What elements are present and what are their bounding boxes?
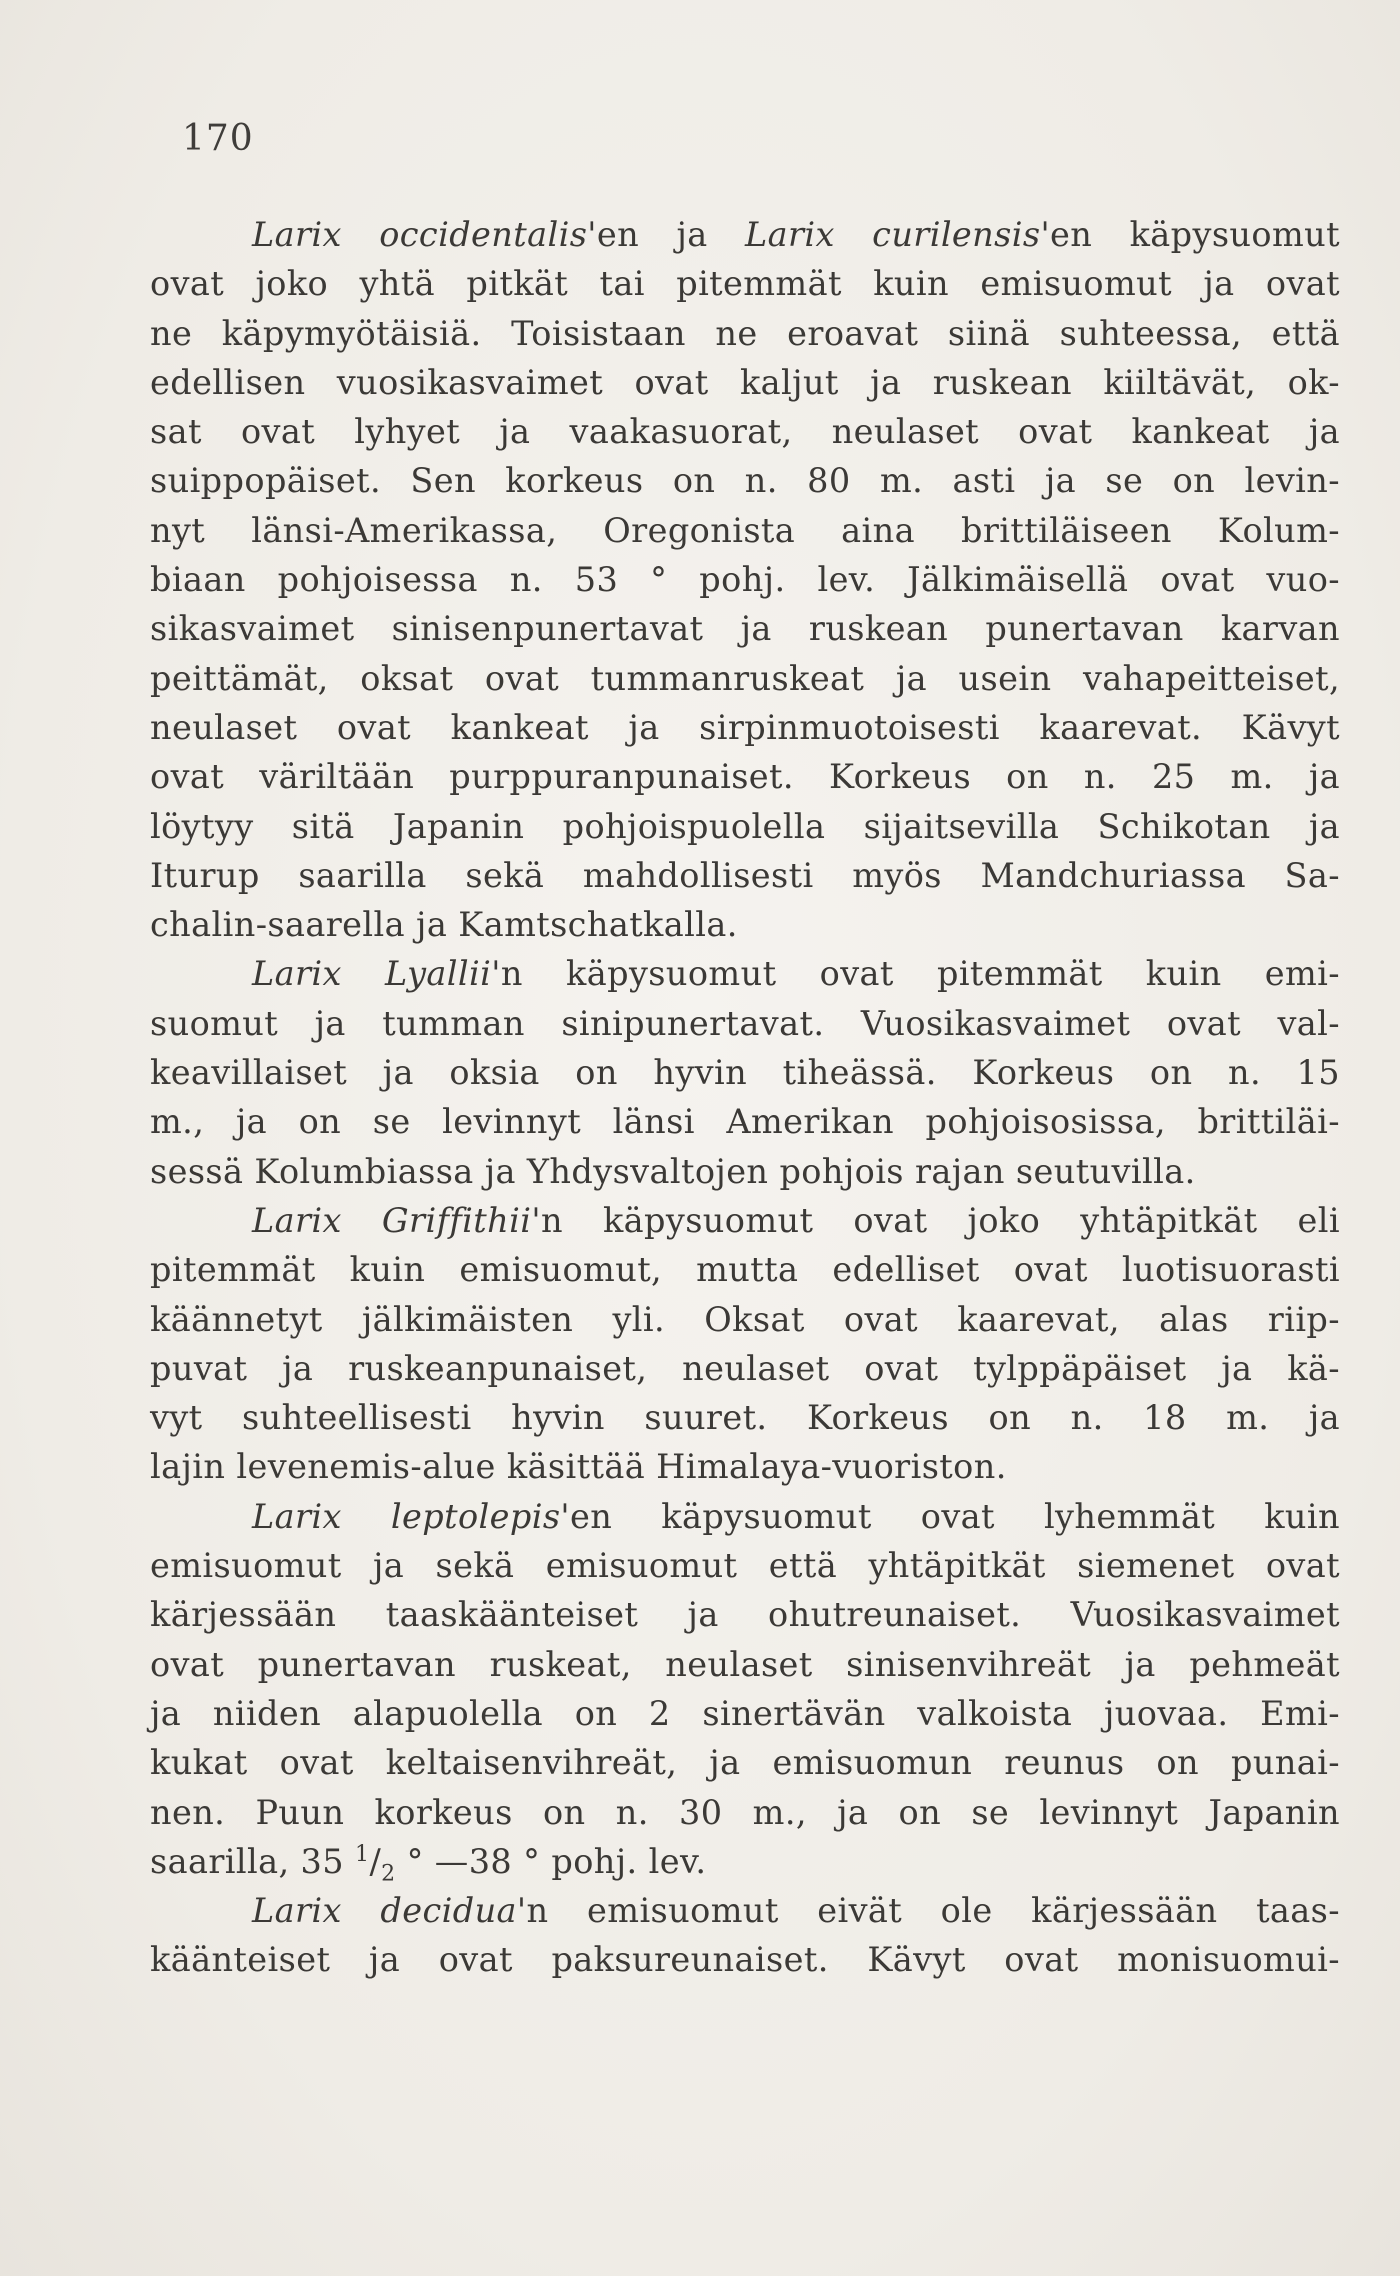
text-line xyxy=(150,1344,1340,1393)
text-run: vyt suhteellisesti hyvin suuret. Korkeus on n. 18 m. ja xyxy=(150,1398,1340,1438)
text-run: neulaset ovat kankeat ja sirpinmuotoisesti kaarevat. Kävyt xyxy=(150,707,1340,747)
text-line xyxy=(150,1590,1340,1639)
text-line xyxy=(150,900,1340,949)
text-run: ne käpymyötäisiä. Toisistaan ne eroavat siinä suhteessa, että xyxy=(150,313,1340,353)
text-line xyxy=(150,1689,1340,1738)
text-run: suomut ja tumman sinipunertavat. Vuosikasvaimet ovat val- xyxy=(150,1003,1340,1043)
text-run: nen. Puun korkeus on n. 30 m., ja on se levinnyt Japanin xyxy=(150,1792,1340,1832)
text-line xyxy=(150,802,1340,851)
text-run: biaan pohjoisessa n. 53 ° pohj. lev. Jälkimäisellä ovat vuo- xyxy=(150,560,1340,600)
species-name: Larix occidentalis xyxy=(252,215,588,254)
text-line xyxy=(150,1097,1340,1146)
text-line xyxy=(150,851,1340,900)
text-run: kärjessään taaskäänteiset ja ohutreunaiset. Vuosikasvaimet xyxy=(150,1595,1340,1635)
text-run: sikasvaimet sinisenpunertavat ja ruskean punertavan karvan xyxy=(150,609,1340,649)
text-run: kukat ovat keltaisenvihreät, ja emisuomun reunus on punai- xyxy=(150,1743,1340,1783)
text-run: keavillaiset ja oksia on hyvin tiheässä. Korkeus on n. 15 xyxy=(150,1053,1340,1093)
text-run: pitemmät kuin emisuomut, mutta edelliset ovat luotisuorasti xyxy=(150,1250,1340,1290)
text-line xyxy=(150,752,1340,801)
text-line xyxy=(150,1738,1340,1787)
text-line xyxy=(150,1295,1340,1344)
text-run: ja niiden alapuolella on 2 sinertävän valkoista juovaa. Emi- xyxy=(150,1693,1340,1733)
text-line xyxy=(150,210,1340,259)
text-run: ovat punertavan ruskeat, neulaset sinisenvihreät ja pehmeät xyxy=(150,1644,1340,1684)
text-line xyxy=(150,654,1340,703)
species-name: Larix curilensis xyxy=(744,215,1041,254)
text-run: 'en käpysuomut ovat lyhemmät kuin xyxy=(560,1496,1340,1536)
text-line xyxy=(150,259,1340,308)
text-run: chalin-saarella ja Kamtschatkalla. xyxy=(150,905,738,945)
text-line xyxy=(150,555,1340,604)
text-run: 'en käpysuomut xyxy=(1040,215,1340,254)
text-line xyxy=(150,1048,1340,1097)
text-run: 'n käpysuomut ovat joko yhtäpitkät eli xyxy=(531,1200,1340,1240)
text-run: lajin levenemis-alue käsittää Himalaya-vuoriston. xyxy=(150,1447,1007,1487)
text-run: 1 xyxy=(355,1841,370,1867)
text-line xyxy=(150,949,1340,998)
page-number: 170 xyxy=(182,118,254,159)
text-line xyxy=(150,604,1340,653)
text-run: 'n käpysuomut ovat pitemmät kuin emi- xyxy=(491,954,1340,994)
text-run: suippopäiset. Sen korkeus on n. 80 m. asti ja se on levin- xyxy=(150,461,1340,501)
text-run: 'en ja xyxy=(587,215,745,254)
text-run: puvat ja ruskeanpunaiset, neulaset ovat tylppäpäiset ja kä- xyxy=(150,1348,1340,1388)
text-run: löytyy sitä Japanin pohjoispuolella sijaitsevilla Schikotan ja xyxy=(150,806,1340,846)
text-run: käännetyt jälkimäisten yli. Oksat ovat kaarevat, alas riip- xyxy=(150,1299,1340,1339)
text-run: Iturup saarilla sekä mahdollisesti myös Mandchuriassa Sa- xyxy=(150,855,1340,895)
text-line xyxy=(150,407,1340,456)
species-name: Larix decidua xyxy=(252,1891,517,1931)
species-name: Larix Griffithii xyxy=(252,1200,532,1240)
text-line xyxy=(150,1196,1340,1245)
text-run: käänteiset ja ovat paksureunaiset. Kävyt ovat monisuomui- xyxy=(150,1940,1340,1980)
text-run: / xyxy=(369,1841,382,1881)
text-run: sessä Kolumbiassa ja Yhdysvaltojen pohjois rajan seutuvilla. xyxy=(150,1151,1196,1191)
text-line xyxy=(150,703,1340,752)
text-line xyxy=(150,309,1340,358)
text-run: nyt länsi-Amerikassa, Oregonista aina brittiläiseen Kolum- xyxy=(150,510,1340,550)
text-run: saarilla, 35 xyxy=(150,1841,356,1881)
species-name: Larix Lyallii xyxy=(252,954,492,994)
text-line xyxy=(150,1837,1340,1886)
text-line xyxy=(150,1935,1340,1984)
text-line xyxy=(150,1541,1340,1590)
text-line xyxy=(150,1640,1340,1689)
text-line xyxy=(150,358,1340,407)
text-run: ° —38 ° pohj. lev. xyxy=(395,1841,707,1881)
text-line xyxy=(150,506,1340,555)
text-run: peittämät, oksat ovat tummanruskeat ja usein vahapeitteiset, xyxy=(150,658,1340,698)
text-line xyxy=(150,999,1340,1048)
text-line xyxy=(150,1442,1340,1491)
text-line xyxy=(150,1492,1340,1541)
text-line xyxy=(150,1886,1340,1935)
text-line xyxy=(150,1788,1340,1837)
text-run: 'n emisuomut eivät ole kärjessään taas- xyxy=(516,1891,1340,1931)
text-run: edellisen vuosikasvaimet ovat kaljut ja ruskean kiiltävät, ok- xyxy=(150,362,1340,402)
text-run: sat ovat lyhyet ja vaakasuorat, neulaset ovat kankeat ja xyxy=(150,412,1340,452)
text-run: m., ja on se levinnyt länsi Amerikan pohjoisosissa, brittiläi- xyxy=(150,1102,1340,1142)
text-line xyxy=(150,1147,1340,1196)
text-run: ovat joko yhtä pitkät tai pitemmät kuin emisuomut ja ovat xyxy=(150,264,1340,304)
text-line xyxy=(150,1393,1340,1442)
body-text xyxy=(150,210,1340,1985)
text-run: emisuomut ja sekä emisuomut että yhtäpitkät siemenet ovat xyxy=(150,1546,1340,1586)
text-run: ovat väriltään purppuranpunaiset. Korkeus on n. 25 m. ja xyxy=(150,757,1340,797)
species-name: Larix leptolepis xyxy=(252,1496,561,1536)
text-line xyxy=(150,456,1340,505)
text-run: 2 xyxy=(381,1861,396,1887)
text-line xyxy=(150,1245,1340,1294)
